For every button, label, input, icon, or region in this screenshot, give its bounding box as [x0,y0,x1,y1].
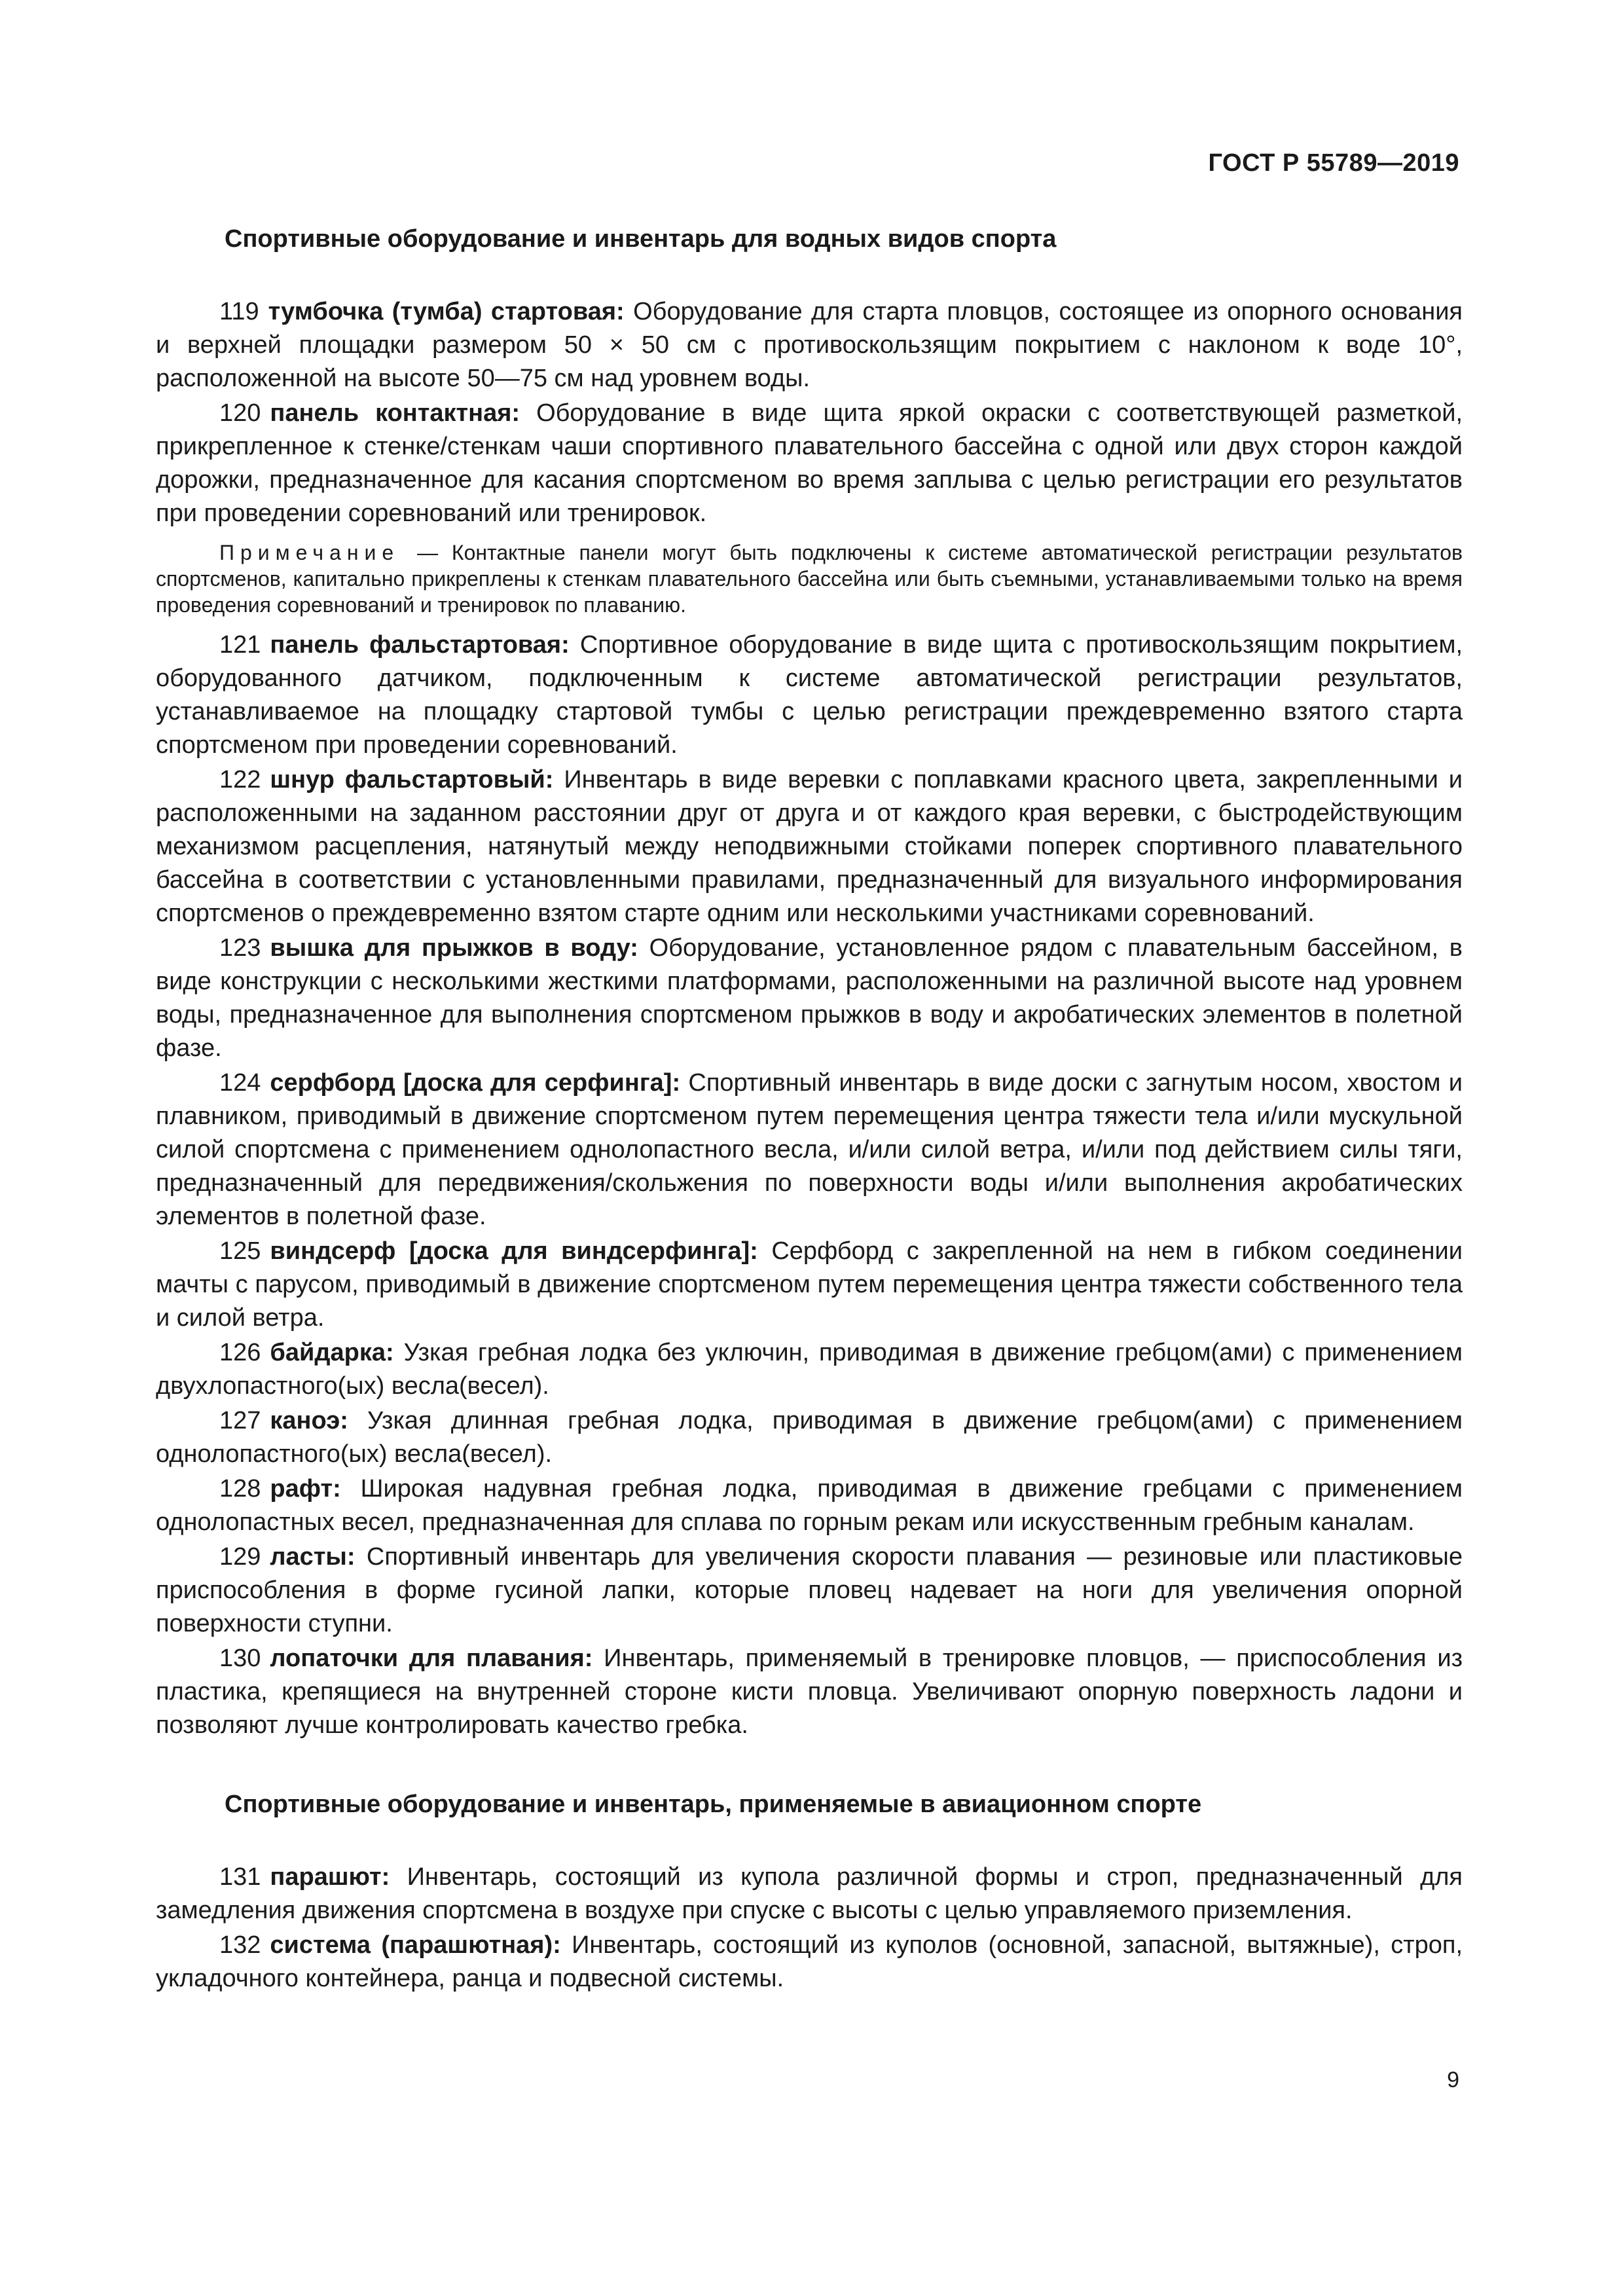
page-number: 9 [1447,2068,1459,2092]
term-entry-120 [156,397,1463,530]
term-entry-130 [156,1642,1463,1742]
entry-number: 128 [219,1475,261,1503]
entry-number: 121 [219,631,261,659]
entry-term: серфборд [доска для серфинга]: [270,1069,681,1097]
term-entry-127 [156,1404,1463,1471]
entry-definition: Инвентарь, состоящий из купола различной формы и строп, предназначенный для замедления движения спортсмена в воздухе при спуске с высоты с целью управляемого приземления. [156,1863,1463,1924]
entry-definition: Широкая надувная гребная лодка, приводимая в движение гребцами с применением однолопастных весел, предназначенная для сплава по горным рекам или искусственным гребным каналам. [156,1475,1463,1536]
term-entry-128 [156,1472,1463,1539]
entry-number: 126 [219,1339,261,1366]
entry-number: 125 [219,1237,261,1265]
entry-term: вышка для прыжков в воду: [270,934,638,962]
note-label: Примечание [219,541,400,564]
entry-definition: Оборудование в виде щита яркой окраски с соответствующей разметкой, прикрепленное к стенке/стенкам чаши спортивного плавательного бассейна с одной или двух сторон каждой дорожки, предназначенное для касания спортсменом во время заплыва с целью регистрации его результатов при проведении соревнований или тренировок. [156,399,1463,527]
entry-definition: Инвентарь, состоящий из куполов (основной, запасной, вытяжные), строп, укладочного контейнера, ранца и подвесной системы. [156,1931,1463,1992]
entry-definition: Оборудование для старта пловцов, состоящее из опорного основания и верхней площадки размером 50 × 50 см с противоскользящим покрытием с наклоном к воде 10°, расположенной на высоте 50—75 см над уровнем воды. [156,298,1463,392]
entry-term: ласты: [270,1543,356,1571]
term-entry-125 [156,1235,1463,1335]
term-entry-126 [156,1336,1463,1403]
term-entry-119 [156,295,1463,395]
entry-definition: Спортивный инвентарь для увеличения скорости плавания — резиновые или пластиковые приспособления в форме гусиной лапки, которые пловец надевает на ноги для увеличения опорной поверхности ступни. [156,1543,1463,1637]
entry-term: шнур фальстартовый: [270,766,554,793]
page-content [156,223,1463,1997]
entry-definition: Инвентарь, применяемый в тренировке пловцов, — приспособления из пластика, крепящиеся на внутренней стороне кисти пловца. Увеличивают опорную поверхность ладони и позволяют лучше контролировать качество гребка. [156,1645,1463,1739]
entry-definition: Серфборд с закрепленной на нем в гибком соединении мачты с парусом, приводимый в движение спортсменом путем перемещения центра тяжести собственного тела и силой ветра. [156,1237,1463,1332]
entry-number: 119 [219,298,259,325]
term-entry-132 [156,1929,1463,1995]
entry-definition: Оборудование, установленное рядом с плавательным бассейном, в виде конструкции с несколькими жесткими платформами, расположенными на различной высоте над уровнем воды, предназначенное для выполнения спортсменом прыжков в воду и акробатических элементов в полетной фазе. [156,934,1463,1062]
entry-number: 130 [219,1645,261,1672]
entry-number: 132 [219,1931,261,1959]
section-title-aviation-sports: Спортивные оборудование и инвентарь, применяемые в авиационном спорте [225,1791,1202,1818]
entry-term: байдарка: [270,1339,394,1366]
entry-number: 129 [219,1543,261,1571]
entry-term: рафт: [270,1475,341,1503]
term-entry-121 [156,629,1463,762]
entry-term: виндсерф [доска для виндсерфинга]: [270,1237,758,1265]
term-entry-122 [156,763,1463,930]
entry-term: каноэ: [270,1407,348,1434]
entry-number: 123 [219,934,261,962]
entry-term: система (парашютная): [270,1931,561,1959]
note-text: — Контактные панели могут быть подключены к системе автоматической регистрации результатов спортсменов, капитально прикреплены к стенкам плавательного бассейна или быть съемными, устанавливаемыми только на время проведения соревнований и тренировок по плаванию. [156,541,1463,617]
entry-number: 131 [219,1863,261,1891]
section-title-water-sports: Спортивные оборудование и инвентарь для водных видов спорта [225,225,1057,253]
entry-term: тумбочка (тумба) стартовая: [268,298,625,325]
term-entry-124 [156,1066,1463,1233]
term-entry-123 [156,932,1463,1065]
document-code: ГОСТ Р 55789—2019 [1208,149,1459,177]
entry-definition: Узкая гребная лодка без уключин, приводимая в движение гребцом(ами) с применением двухлопастного(ых) весла(весел). [156,1339,1463,1400]
entry-term: панель контактная: [270,399,520,427]
entry-definition: Инвентарь в виде веревки с поплавками красного цвета, закрепленными и расположенными на заданном расстоянии друг от друга и от каждого края веревки, с быстродействующим механизмом расцепления, натянутый между неподвижными стойками поперек спортивного плавательного бассейна в соответствии с установленными правилами, предназначенный для визуального информирования спортсменов о преждевременно взятом старте одним или несколькими участниками соревнований. [156,766,1463,927]
term-entry-129 [156,1540,1463,1641]
entry-number: 124 [219,1069,261,1097]
entry-definition: Спортивное оборудование в виде щита с противоскользящим покрытием, оборудованного датчиком, подключенным к системе автоматической регистрации результатов, устанавливаемое на площадку стартовой тумбы с целью регистрации преждевременно взятого старта спортсменом при проведении соревнований. [156,631,1463,759]
entry-term: лопаточки для плавания: [270,1645,593,1672]
note-contact-panels [156,539,1463,618]
entry-number: 122 [219,766,261,793]
entry-number: 127 [219,1407,261,1434]
entry-term: парашют: [270,1863,390,1891]
entry-number: 120 [219,399,261,427]
entry-definition: Узкая длинная гребная лодка, приводимая в движение гребцом(ами) с применением однолопастного(ых) весла(весел). [156,1407,1463,1468]
term-entry-131 [156,1861,1463,1927]
entry-definition: Спортивный инвентарь в виде доски с загнутым носом, хвостом и плавником, приводимый в движение спортсменом путем перемещения центра тяжести тела и/или мускульной силой спортсмена с применением однолопастного весла, и/или силой ветра, и/или под действием силы тяги, предназначенный для передвижения/скольжения по поверхности воды и/или выполнения акробатических элементов в полетной фазе. [156,1069,1463,1230]
entry-term: панель фальстартовая: [270,631,570,659]
